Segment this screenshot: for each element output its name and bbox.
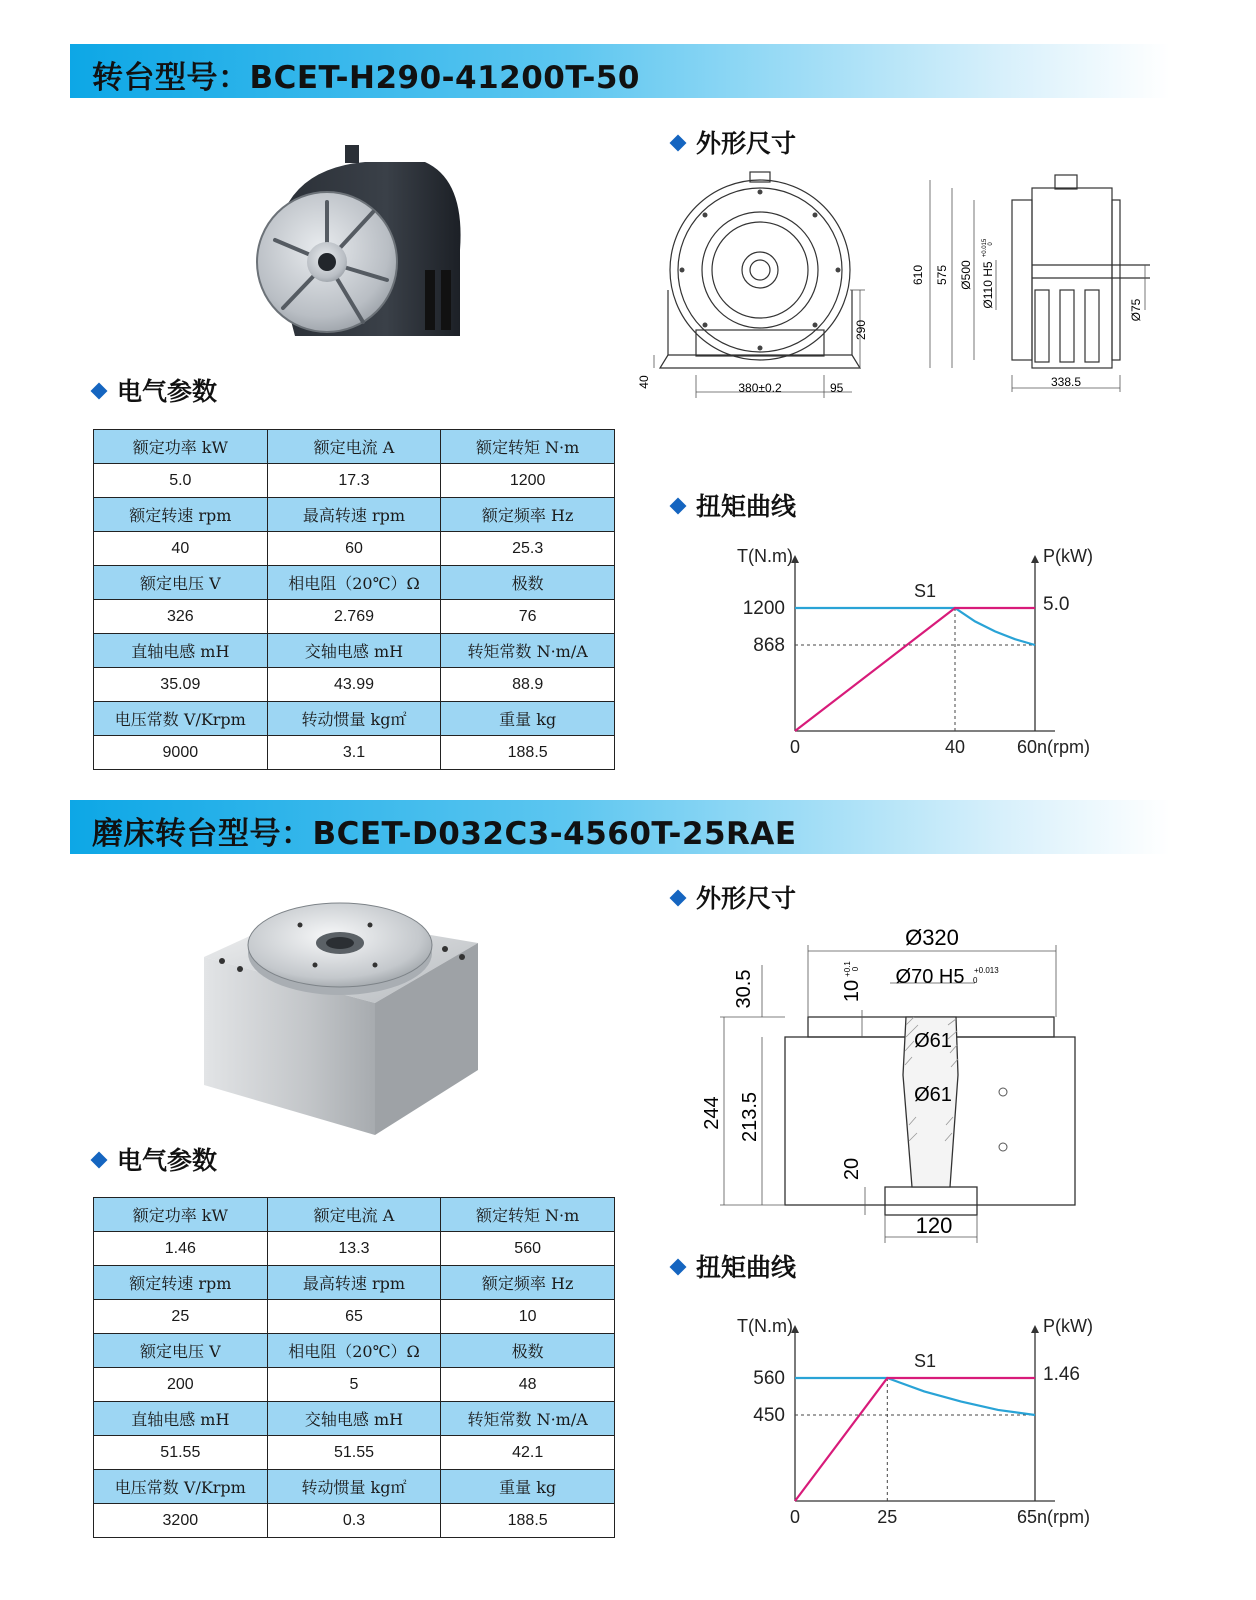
- dim-120: 120: [915, 1213, 953, 1238]
- y2-axis-arrow-icon: [1031, 1325, 1039, 1333]
- product2-photo: [200, 895, 485, 1140]
- table-header-cell: 额定转速 rpm: [94, 1266, 268, 1300]
- curve-label-s1: S1: [913, 1351, 937, 1371]
- dim-d70-tol: +0.013: [974, 966, 999, 975]
- dim-d70: Ø70 H5: [895, 966, 965, 988]
- y-axis-label: T(N.m): [737, 1316, 793, 1336]
- product1-electrical-heading-text: 电气参数: [117, 377, 218, 406]
- y-axis-label: T(N.m): [737, 546, 793, 566]
- dim-575: 575: [935, 264, 949, 286]
- table-value-cell: 9000: [94, 736, 268, 770]
- table-header-cell: 额定功率 kW: [94, 1198, 268, 1232]
- product1-torque-chart: [700, 535, 1130, 780]
- product1-photo: [255, 140, 475, 350]
- table-header-row: [94, 498, 615, 532]
- y2-axis-arrow-icon: [1031, 555, 1039, 563]
- y-tick-label: 868: [753, 635, 785, 656]
- table-header-cell: 相电阻（20℃）Ω: [267, 1334, 441, 1368]
- y2-axis-label: P(kW): [1043, 546, 1093, 566]
- table-header-row: [94, 1266, 615, 1300]
- table-value-cell: 1.46: [94, 1232, 268, 1266]
- product2-electrical-heading: [93, 1141, 217, 1177]
- table-value-cell: 200: [94, 1368, 268, 1402]
- table-value-row: [94, 1232, 615, 1266]
- diamond-bullet-icon: [670, 1259, 687, 1276]
- table-value-cell: 188.5: [441, 736, 615, 770]
- table-header-cell: 电压常数 V/Krpm: [94, 702, 268, 736]
- table-header-cell: 额定电流 A: [267, 430, 441, 464]
- table-value-cell: 5.0: [94, 464, 268, 498]
- dim-d110-tol0: 0: [988, 242, 994, 246]
- dim-d61-lower: Ø61: [914, 1084, 952, 1106]
- table-value-cell: 13.3: [267, 1232, 441, 1266]
- table-header-cell: 转动惯量 kg㎡: [267, 702, 441, 736]
- table-value-cell: 2.769: [267, 600, 441, 634]
- x-tick-label: 65: [1016, 1507, 1038, 1527]
- product2-dimension-drawing: [690, 925, 1110, 1270]
- table-header-cell: 相电阻（20℃）Ω: [267, 566, 441, 600]
- table-value-cell: 10: [441, 1300, 615, 1334]
- table-value-row: [94, 600, 615, 634]
- table-header-row: [94, 430, 615, 464]
- power-curve: [795, 608, 1035, 731]
- table-header-cell: 额定电压 V: [94, 1334, 268, 1368]
- table-value-cell: 42.1: [441, 1436, 615, 1470]
- dim-338: 338.5: [1050, 375, 1082, 389]
- x-tick-label: 40: [944, 737, 966, 757]
- dim-20: 20: [841, 1157, 863, 1181]
- table-value-cell: 76: [441, 600, 615, 634]
- table-header-cell: 额定频率 Hz: [441, 498, 615, 532]
- diamond-bullet-icon: [670, 890, 687, 907]
- product1-electrical-heading: [93, 372, 217, 408]
- product1-torque-heading: [672, 487, 796, 523]
- table-value-cell: 3200: [94, 1504, 268, 1538]
- table-header-row: [94, 1402, 615, 1436]
- dim-d110-tol: +0.015: [982, 238, 988, 258]
- product2-dimensions-heading-text: 外形尺寸: [696, 884, 797, 913]
- table-value-cell: 3.1: [267, 736, 441, 770]
- table-header-cell: 极数: [441, 1334, 615, 1368]
- table-value-row: [94, 532, 615, 566]
- table-value-cell: 40: [94, 532, 268, 566]
- dim-d75: Ø75: [1129, 298, 1143, 322]
- product2-torque-heading-text: 扭矩曲线: [696, 1253, 797, 1282]
- y-tick-label: 1200: [742, 598, 785, 619]
- dim-d320: Ø320: [905, 925, 959, 950]
- product2-dimensions-heading: [672, 879, 796, 915]
- table-header-cell: 额定转矩 N·m: [441, 430, 615, 464]
- product2-title: 磨床转台型号：BCET-D032C3-4560T-25RAE: [92, 816, 797, 852]
- dim-213-5: 213.5: [739, 1091, 761, 1143]
- table-value-cell: 51.55: [267, 1436, 441, 1470]
- table-value-cell: 43.99: [267, 668, 441, 702]
- table-header-cell: 重量 kg: [441, 702, 615, 736]
- table-header-cell: 直轴电感 mH: [94, 634, 268, 668]
- curve-label-s1: S1: [913, 581, 937, 601]
- table-header-row: [94, 702, 615, 736]
- table-header-cell: 额定转速 rpm: [94, 498, 268, 532]
- dim-290: 290: [854, 319, 868, 341]
- dim-d500: Ø500: [959, 260, 973, 290]
- table-value-cell: 60: [267, 532, 441, 566]
- table-header-cell: 转矩常数 N·m/A: [441, 1402, 615, 1436]
- table-value-cell: 188.5: [441, 1504, 615, 1538]
- dim-10-tol0: 0: [851, 966, 860, 972]
- table-value-row: [94, 1368, 615, 1402]
- dim-10: 10: [841, 979, 863, 1003]
- table-value-row: [94, 1300, 615, 1334]
- y2-tick-label: 1.46: [1043, 1364, 1080, 1385]
- table-header-cell: 额定转矩 N·m: [441, 1198, 615, 1232]
- table-header-row: [94, 1198, 615, 1232]
- dim-244: 244: [701, 1096, 723, 1130]
- table-header-row: [94, 1470, 615, 1504]
- table-header-cell: 极数: [441, 566, 615, 600]
- diamond-bullet-icon: [91, 1152, 108, 1169]
- power-curve: [795, 1378, 1035, 1501]
- dim-40: 40: [637, 375, 651, 389]
- diamond-bullet-icon: [670, 498, 687, 515]
- table-value-row: [94, 668, 615, 702]
- table-header-row: [94, 634, 615, 668]
- diamond-bullet-icon: [670, 135, 687, 152]
- product1-title: 转台型号：BCET-H290-41200T-50: [92, 60, 640, 96]
- product1-title-banner: [70, 44, 1170, 98]
- table-header-row: [94, 566, 615, 600]
- table-value-cell: 48: [441, 1368, 615, 1402]
- product2-torque-chart: [700, 1305, 1130, 1550]
- table-value-row: [94, 1504, 615, 1538]
- table-value-cell: 88.9: [441, 668, 615, 702]
- table-value-row: [94, 736, 615, 770]
- dim-95: 95: [830, 381, 844, 395]
- table-header-cell: 交轴电感 mH: [267, 634, 441, 668]
- dim-30-5: 30.5: [733, 969, 755, 1009]
- table-value-cell: 65: [267, 1300, 441, 1334]
- table-header-cell: 重量 kg: [441, 1470, 615, 1504]
- table-value-cell: 25: [94, 1300, 268, 1334]
- table-value-cell: 25.3: [441, 532, 615, 566]
- table-header-cell: 额定频率 Hz: [441, 1266, 615, 1300]
- y-tick-label: 450: [753, 1405, 785, 1426]
- table-header-cell: 交轴电感 mH: [267, 1402, 441, 1436]
- table-value-cell: 51.55: [94, 1436, 268, 1470]
- y2-tick-label: 5.0: [1043, 594, 1070, 615]
- table-value-row: [94, 1436, 615, 1470]
- dim-d70-tol0: 0: [973, 976, 978, 985]
- product1-dimension-drawing: [637, 170, 1180, 405]
- table-value-cell: 326: [94, 600, 268, 634]
- table-header-cell: 最高转速 rpm: [267, 1266, 441, 1300]
- table-header-cell: 转动惯量 kg㎡: [267, 1470, 441, 1504]
- table-value-cell: 560: [441, 1232, 615, 1266]
- table-header-row: [94, 1334, 615, 1368]
- x-tick-label: 60: [1016, 737, 1038, 757]
- table-value-cell: 1200: [441, 464, 615, 498]
- product1-torque-heading-text: 扭矩曲线: [696, 492, 797, 521]
- x-axis-label: n(rpm): [1037, 1507, 1090, 1527]
- product1-dimensions-heading: [672, 124, 796, 160]
- x-tick-label: 25: [877, 1507, 898, 1527]
- torque-curve: [795, 1378, 1035, 1415]
- dim-380: 380±0.2: [738, 381, 782, 395]
- table-value-cell: 17.3: [267, 464, 441, 498]
- table-header-cell: 额定功率 kW: [94, 430, 268, 464]
- table-value-row: [94, 464, 615, 498]
- dim-10-tol: +0.1: [843, 961, 852, 977]
- table-header-cell: 电压常数 V/Krpm: [94, 1470, 268, 1504]
- y2-axis-label: P(kW): [1043, 1316, 1093, 1336]
- product1-electrical-table: [93, 429, 615, 770]
- table-value-cell: 0.3: [267, 1504, 441, 1538]
- product2-electrical-table: [93, 1197, 615, 1538]
- table-header-cell: 转矩常数 N·m/A: [441, 634, 615, 668]
- diamond-bullet-icon: [91, 383, 108, 400]
- table-value-cell: 35.09: [94, 668, 268, 702]
- product2-electrical-heading-text: 电气参数: [117, 1146, 218, 1175]
- table-header-cell: 最高转速 rpm: [267, 498, 441, 532]
- product2-title-banner: [70, 800, 1170, 854]
- table-header-cell: 额定电压 V: [94, 566, 268, 600]
- dim-d110: Ø110 H5: [981, 261, 995, 309]
- product1-dimensions-heading-text: 外形尺寸: [696, 129, 797, 158]
- table-header-cell: 直轴电感 mH: [94, 1402, 268, 1436]
- x-tick-label: 0: [789, 737, 801, 757]
- x-tick-label: 0: [789, 1507, 801, 1527]
- table-header-cell: 额定电流 A: [267, 1198, 441, 1232]
- dim-610: 610: [911, 264, 925, 286]
- table-value-cell: 5: [267, 1368, 441, 1402]
- x-axis-label: n(rpm): [1037, 737, 1090, 757]
- y-tick-label: 560: [753, 1368, 785, 1389]
- dim-d61-upper: Ø61: [914, 1030, 952, 1052]
